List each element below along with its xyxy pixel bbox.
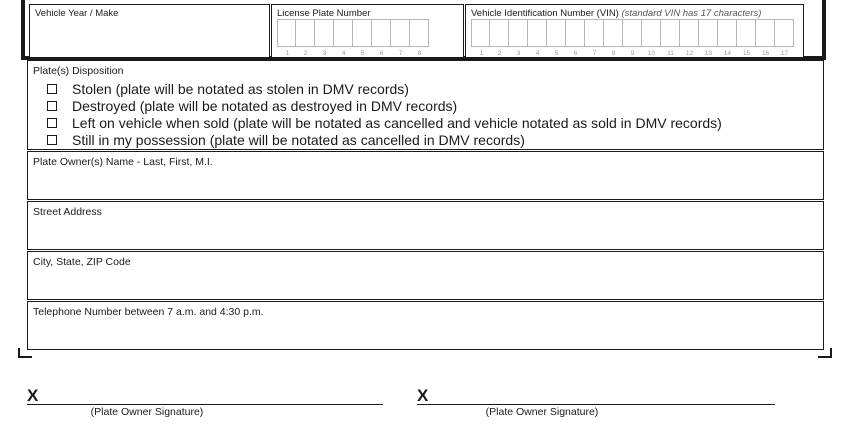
vin-digit-box[interactable] (528, 19, 547, 57)
vin-digit-number: 8 (611, 50, 616, 57)
crop-mark-left (18, 348, 32, 358)
owner-name-label: Plate Owner(s) Name - Last, First, M.I. (33, 156, 213, 168)
license-plate-label: License Plate Number (277, 8, 371, 19)
city-state-zip-field[interactable] (27, 251, 824, 300)
option-destroyed-label: Destroyed (plate will be notated as destroyed in DMV records) (72, 98, 458, 114)
vin-digit-box[interactable] (471, 19, 490, 57)
vin-digit-number: 13 (704, 50, 713, 57)
street-address-field[interactable] (27, 201, 824, 250)
plate-digit-number: 3 (322, 50, 327, 57)
vin-digit-number: 12 (685, 50, 694, 57)
signature-line-2[interactable] (417, 404, 775, 405)
vin-digit-boxes (471, 19, 794, 57)
license-plate-number-field[interactable] (271, 4, 464, 58)
plate-digit-box[interactable] (315, 19, 334, 57)
vin-digit-box[interactable] (623, 19, 642, 57)
vin-digit-number: 5 (554, 50, 559, 57)
vin-digit-number: 10 (647, 50, 656, 57)
plate-digit-number: 8 (417, 50, 422, 57)
plate-digit-box[interactable] (296, 19, 315, 57)
option-still-in-possession-label: Still in my possession (plate will be notated as cancelled in DMV records) (72, 132, 525, 148)
vin-digit-box[interactable] (642, 19, 661, 57)
vin-digit-number: 16 (761, 50, 770, 57)
plate-digit-box[interactable] (391, 19, 410, 57)
vin-digit-number: 2 (497, 50, 502, 57)
vin-digit-number: 3 (516, 50, 521, 57)
vin-digit-box[interactable] (547, 19, 566, 57)
vin-note: (standard VIN has 17 characters) (621, 8, 762, 19)
checkbox-left-on-vehicle[interactable] (47, 118, 57, 128)
vin-digit-number: 7 (592, 50, 597, 57)
plate-disposition-label: Plate(s) Disposition (33, 65, 124, 77)
vin-digit-box[interactable] (604, 19, 623, 57)
signature-x-mark-2: X (417, 386, 429, 405)
vin-digit-number: 15 (742, 50, 751, 57)
signature-label-1: (Plate Owner Signature) (90, 406, 204, 418)
option-still-in-possession[interactable] (47, 132, 525, 148)
vin-digit-box[interactable] (737, 19, 756, 57)
vin-digit-box[interactable] (585, 19, 604, 57)
vin-digit-box[interactable] (680, 19, 699, 57)
checkbox-stolen[interactable] (47, 84, 57, 94)
vin-label-text: Vehicle Identification Number (VIN) (471, 8, 619, 19)
vehicle-year-make-label: Vehicle Year / Make (35, 8, 119, 19)
vehicle-year-make-field[interactable] (29, 4, 270, 58)
telephone-field[interactable] (27, 301, 824, 350)
vin-digit-box[interactable] (566, 19, 585, 57)
option-left-on-vehicle-label: Left on vehicle when sold (plate will be notated as cancelled and vehicle notated as sold in DMV records) (72, 115, 722, 131)
checkbox-still-in-possession[interactable] (47, 135, 57, 145)
plate-digit-box[interactable] (277, 19, 296, 57)
vin-digit-number: 1 (479, 50, 484, 57)
option-stolen[interactable] (47, 81, 409, 97)
vin-digit-number: 9 (630, 50, 635, 57)
plate-digit-box[interactable] (334, 19, 353, 57)
plate-digit-number: 4 (341, 50, 346, 57)
vehicle-info-block (21, 0, 826, 60)
telephone-label: Telephone Number between 7 a.m. and 4:30 p.m. (33, 306, 264, 318)
plate-digit-box[interactable] (410, 19, 429, 57)
signature-line-1[interactable] (27, 404, 383, 405)
vin-digit-number: 6 (573, 50, 578, 57)
signature-x-mark-1: X (27, 386, 39, 405)
vin-digit-box[interactable] (756, 19, 775, 57)
plate-digit-box[interactable] (353, 19, 372, 57)
plate-digit-number: 2 (303, 50, 308, 57)
plate-digit-box[interactable] (372, 19, 391, 57)
owner-name-field[interactable] (27, 151, 824, 200)
vin-field[interactable] (465, 4, 804, 58)
checkbox-destroyed[interactable] (47, 101, 57, 111)
vin-digit-box[interactable] (490, 19, 509, 57)
plate-digit-number: 1 (285, 50, 290, 57)
option-destroyed[interactable] (47, 98, 457, 114)
vin-digit-box[interactable] (661, 19, 680, 57)
plate-digit-number: 7 (398, 50, 403, 57)
vin-digit-box[interactable] (699, 19, 718, 57)
vin-digit-number: 11 (667, 50, 674, 57)
vin-digit-box[interactable] (718, 19, 737, 57)
option-left-on-vehicle[interactable] (47, 115, 722, 131)
option-stolen-label: Stolen (plate will be notated as stolen in DMV records) (72, 81, 409, 97)
signature-label-2: (Plate Owner Signature) (485, 406, 599, 418)
vin-digit-number: 17 (780, 50, 789, 57)
vin-label (471, 8, 761, 19)
vin-digit-box[interactable] (775, 19, 794, 57)
plate-digit-number: 5 (360, 50, 365, 57)
city-state-zip-label: City, State, ZIP Code (33, 256, 131, 268)
vin-digit-number: 14 (723, 50, 732, 57)
plate-disposition-section (27, 60, 824, 150)
street-address-label: Street Address (33, 206, 102, 218)
vin-digit-number: 4 (535, 50, 540, 57)
plate-digit-number: 6 (379, 50, 384, 57)
vin-digit-box[interactable] (509, 19, 528, 57)
plate-digit-boxes (277, 19, 429, 57)
crop-mark-right (818, 348, 832, 358)
